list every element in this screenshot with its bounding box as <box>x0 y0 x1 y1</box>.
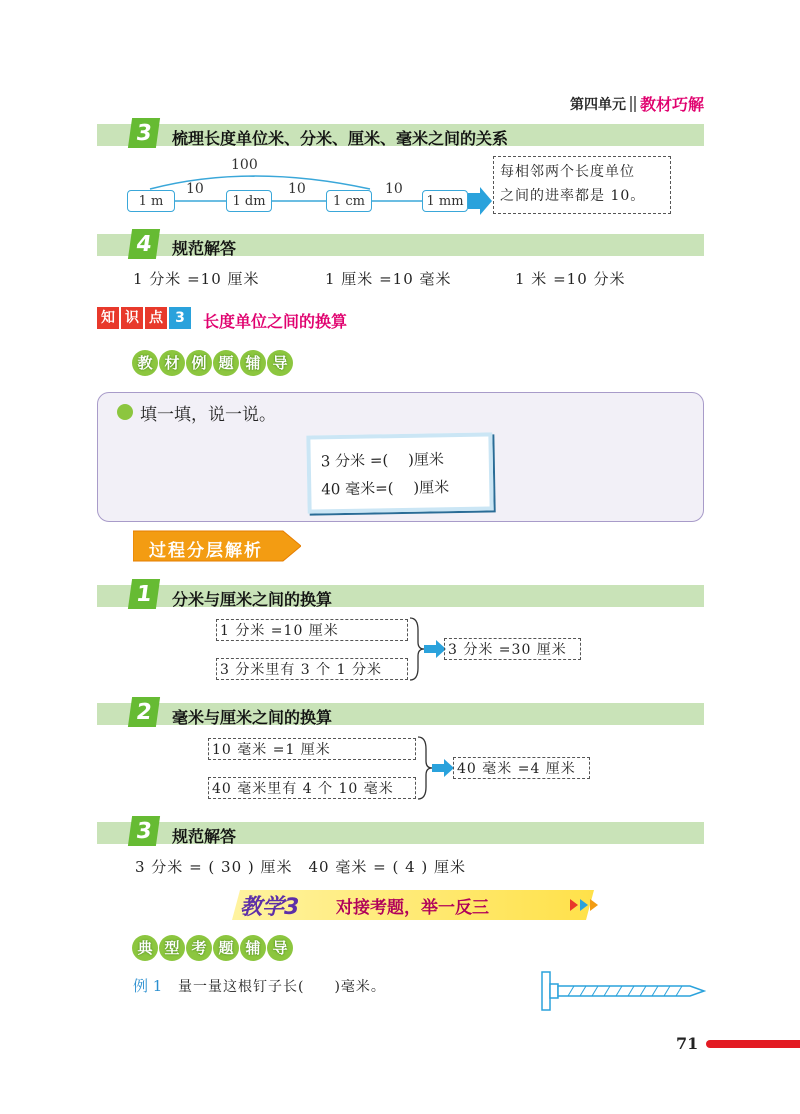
page-number: 71 <box>676 1034 699 1053</box>
step-number: 3 <box>128 118 160 148</box>
banner-char: 题 <box>213 350 239 376</box>
rate-label: 10 <box>186 181 204 197</box>
banner-char: 考 <box>186 935 212 961</box>
step-number: 1 <box>128 579 160 609</box>
step-number: 4 <box>128 229 160 259</box>
example-note-card <box>306 432 493 513</box>
header-title: 教材巧解 <box>639 95 704 114</box>
unit-box-cm: 1 cm <box>326 190 372 212</box>
brace-arrow-icon <box>416 735 456 801</box>
equation: 1 厘米 =10 毫米 <box>325 270 452 288</box>
example-question: 量一量这根钉子长( )毫米。 <box>178 979 386 995</box>
banner-char: 辅 <box>240 350 266 376</box>
typical-banner <box>132 935 293 961</box>
kp-char: 识 <box>121 307 143 329</box>
brace-arrow-icon <box>408 616 448 682</box>
rate-label: 10 <box>385 181 403 197</box>
fact-box: 40 毫米里有 4 个 10 毫米 <box>208 777 416 799</box>
example-tag: 例 1 <box>133 977 163 995</box>
fact-box: 3 分米里有 3 个 1 分米 <box>216 658 408 680</box>
banner-char: 材 <box>159 350 185 376</box>
banner-char: 例 <box>186 350 212 376</box>
section-title: 分米与厘米之间的换算 <box>172 590 333 609</box>
step-number: 3 <box>128 816 160 846</box>
note-line: 每相邻两个长度单位 <box>500 164 635 180</box>
equation: 1 米 =10 分米 <box>515 270 626 288</box>
header-divider <box>630 96 636 112</box>
example-instruction: 填一填，说一说。 <box>140 405 276 425</box>
fact-box: 10 毫米 =1 厘米 <box>208 738 416 760</box>
banner-char: 题 <box>213 935 239 961</box>
running-header <box>570 92 704 115</box>
section-title: 梳理长度单位米、分米、厘米、毫米之间的关系 <box>172 129 509 148</box>
banner-char: 导 <box>267 935 293 961</box>
section-title: 毫米与厘米之间的换算 <box>172 708 333 727</box>
result-box: 40 毫米 =4 厘米 <box>453 757 590 779</box>
teach-banner-text: 对接考题，举一反三 <box>336 898 489 918</box>
nail-icon <box>540 970 706 1012</box>
final-answer: 3 分米 = ( 30 ) 厘米 40 毫米 = ( 4 ) 厘米 <box>135 858 467 876</box>
process-banner-text: 过程分层解析 <box>149 541 263 561</box>
kp-number: 3 <box>169 307 191 329</box>
teach-banner-label: 教学3 <box>240 895 300 920</box>
section-title: 规范解答 <box>172 827 237 846</box>
chain-top-label: 100 <box>231 157 258 173</box>
unit-label: 第四单元 <box>569 96 626 113</box>
rate-label: 10 <box>288 181 306 197</box>
kp-char: 点 <box>145 307 167 329</box>
example-line: 40 毫米=( )厘米 <box>321 478 450 499</box>
equation: 1 分米 =10 厘米 <box>133 270 260 288</box>
banner-char: 型 <box>159 935 185 961</box>
unit-box-mm: 1 mm <box>422 190 468 212</box>
knowledge-point-title: 长度单位之间的换算 <box>203 312 348 331</box>
banner-char: 导 <box>267 350 293 376</box>
bullet-dot-icon <box>117 404 133 420</box>
note-line: 之间的进率都是 10。 <box>500 188 646 204</box>
banner-char: 典 <box>132 935 158 961</box>
unit-box-m: 1 m <box>127 190 175 212</box>
page-bar <box>706 1040 800 1048</box>
unit-box-dm: 1 dm <box>226 190 272 212</box>
fact-box: 1 分米 =10 厘米 <box>216 619 408 641</box>
step-number: 2 <box>128 697 160 727</box>
example-banner <box>132 350 293 376</box>
example-line: 3 分米 =( )厘米 <box>320 450 445 471</box>
section-title: 规范解答 <box>172 239 237 258</box>
banner-char: 教 <box>132 350 158 376</box>
rate-note-box <box>493 156 671 214</box>
kp-char: 知 <box>97 307 119 329</box>
result-box: 3 分米 =30 厘米 <box>444 638 581 660</box>
banner-char: 辅 <box>240 935 266 961</box>
knowledge-point-tag <box>97 307 191 329</box>
